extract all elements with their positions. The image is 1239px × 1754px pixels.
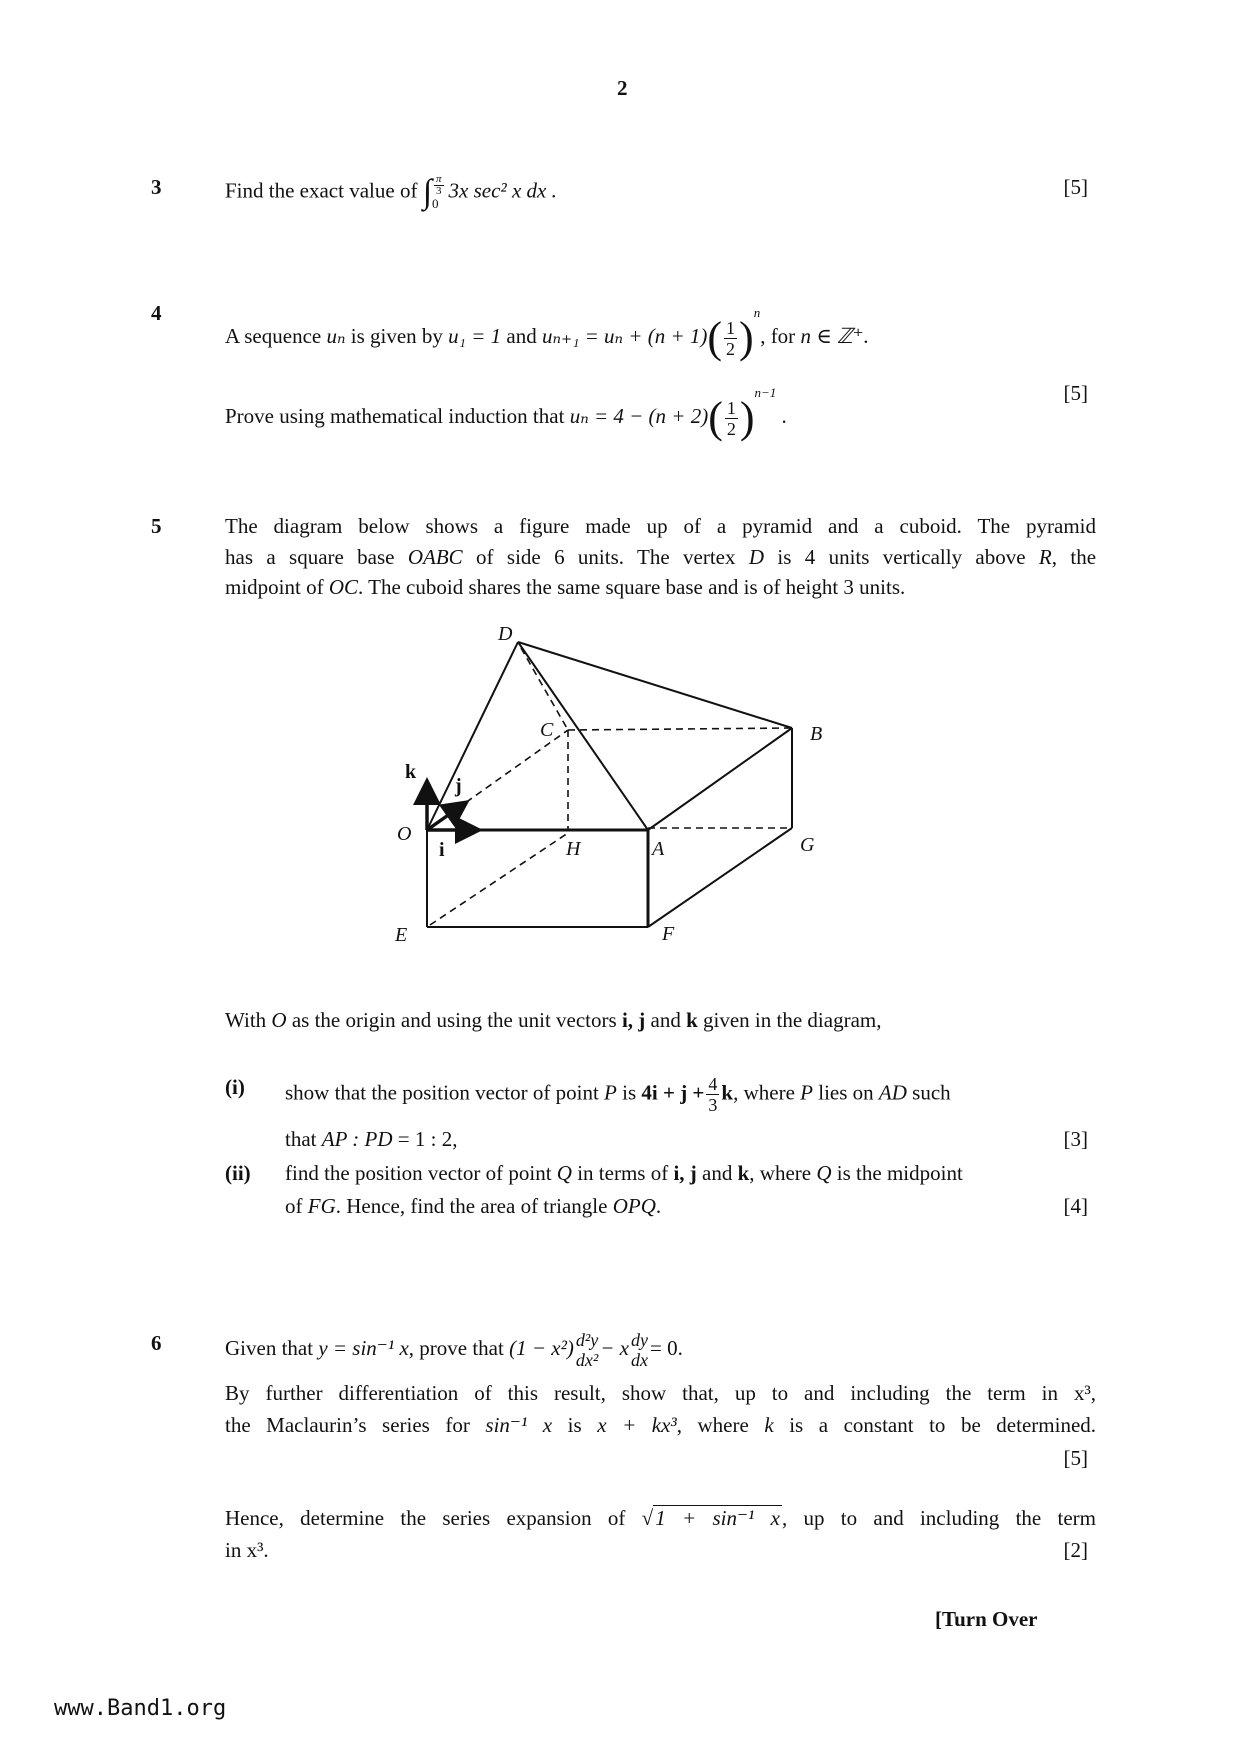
text-fragment: 3 [708, 1095, 718, 1115]
question-6-marks-2: [2] [1063, 1538, 1088, 1562]
text-fragment: midpoint of [225, 575, 324, 599]
page-number: 2 [617, 76, 628, 100]
text-fragment: Q [556, 1161, 572, 1185]
label-A: A [652, 838, 665, 860]
text-fragment: such [912, 1080, 951, 1105]
question-4-line-1: A sequence uₙ is given by u₁ = 1 and uₙ₊₁ = uₙ + (n + 1)( $\frac{1}{2}$ )$^n$, for n ∈ ℤ⁺. [225, 305, 869, 363]
integrand: 3x sec² x dx . [448, 178, 557, 203]
text-fragment: in terms of [577, 1161, 669, 1185]
frac-den: 2 [726, 418, 736, 439]
text-fragment: , prove that [408, 1335, 504, 1360]
text-fragment: d²y [575, 1330, 599, 1350]
q5-para-line-1: The diagram below shows a figure made up of a pyramid and a cuboid. The pyramid [225, 514, 1096, 538]
text-fragment: as the origin and using the unit vectors [291, 1008, 617, 1032]
text-fragment: given in the diagram, [703, 1008, 882, 1032]
text-fragment: P [604, 1080, 617, 1105]
text-fragment: and [650, 1008, 681, 1032]
text-fragment: . The cuboid shares the same square base and is of height 3 units. [358, 575, 906, 599]
label-O: O [397, 823, 412, 845]
text-fragment: OC [328, 575, 359, 599]
text-fragment: 1 + sin⁻¹ x [655, 1506, 780, 1530]
exponent: n [753, 305, 761, 320]
question-3-number: 3 [151, 175, 162, 199]
text-fragment: = 1 : 2, [397, 1127, 458, 1151]
label-B: B [810, 723, 823, 745]
text-fragment: , up to and including the term [781, 1506, 1097, 1530]
text-fragment: P [800, 1080, 813, 1105]
part-ii-marks: [4] [1063, 1194, 1088, 1218]
text-fragment: . [655, 1194, 662, 1218]
text-fragment: D [748, 545, 764, 569]
text-fragment: i, j [621, 1008, 646, 1032]
text-fragment: x + kx³ [597, 1413, 677, 1437]
label-j: j [455, 775, 462, 797]
q3-text: Find the exact value of [225, 178, 418, 203]
text-fragment: = 0. [650, 1335, 683, 1360]
text-fragment: Hence, determine the series expansion of [225, 1506, 626, 1530]
text-fragment: R [1038, 545, 1052, 569]
part-ii-line-1 [285, 1160, 963, 1186]
question-6-number: 6 [151, 1331, 162, 1355]
math: uₙ₊₁ = uₙ + (n + 1) [541, 324, 708, 348]
text: . [781, 404, 787, 428]
frac-den: 2 [726, 338, 736, 359]
math: u₁ = 1 [448, 324, 502, 348]
part-i-line-1 [285, 1074, 951, 1115]
hidden-edges [427, 648, 792, 925]
text-fragment: k [764, 1413, 774, 1437]
question-4-marks: [5] [1063, 381, 1088, 405]
text-fragment: of side 6 units. The vertex [476, 545, 736, 569]
q5-intro [225, 1007, 881, 1033]
text-fragment: , where [676, 1413, 749, 1437]
question-5-number: 5 [151, 514, 162, 538]
text: is given by [350, 324, 443, 348]
text-fragment: lies on [818, 1080, 874, 1105]
frac-num: 1 [726, 317, 736, 338]
label-E: E [395, 924, 408, 946]
math: uₙ [326, 324, 346, 348]
text-fragment: of [285, 1194, 303, 1218]
text-fragment: is the midpoint [836, 1161, 963, 1185]
text-fragment: sin⁻¹ x [485, 1413, 553, 1437]
text-fragment: , where [733, 1080, 795, 1105]
lower-limit: 0 [432, 196, 439, 211]
label-D: D [498, 623, 513, 645]
part-ii-label: (ii) [225, 1161, 251, 1185]
label-k: k [405, 761, 417, 783]
text-fragment: is a constant to be determined. [789, 1413, 1097, 1437]
text-fragment: has a square base [225, 545, 395, 569]
question-6-line-1 [225, 1330, 683, 1370]
text-fragment: 4i + j + [641, 1080, 705, 1105]
upper-limit-den: 3 [436, 185, 442, 197]
text-fragment: that [285, 1127, 317, 1151]
text-fragment: FG [307, 1194, 336, 1218]
text: and [506, 324, 537, 348]
upper-limit-num: π [436, 173, 442, 185]
label-C: C [540, 719, 554, 741]
text-fragment: (1 − x²) [509, 1335, 574, 1360]
question-6-marks-1: [5] [1063, 1446, 1088, 1470]
text-fragment: k [721, 1080, 734, 1105]
text-fragment: O [271, 1008, 287, 1032]
text-fragment: is 4 units vertically above [777, 545, 1026, 569]
question-6-line-3 [225, 1412, 1096, 1438]
question-4-line-2: Prove using mathematical induction that uₙ = 4 − (n + 2)( $\frac{1}{2}$ )$^{n-1}$ . [225, 385, 787, 443]
exponent: n−1 [754, 385, 777, 400]
part-ii-line-2 [285, 1193, 661, 1219]
integral-sign: ∫ [422, 173, 433, 211]
text-fragment: is [567, 1413, 582, 1437]
question-6-line-5: in x³. [225, 1538, 269, 1562]
text-fragment: k [737, 1161, 750, 1185]
text-fragment: Q [816, 1161, 832, 1185]
text-fragment: AD [878, 1080, 907, 1105]
text-fragment: . Hence, find the area of triangle [335, 1194, 608, 1218]
label-H: H [566, 838, 581, 860]
question-4-number: 4 [151, 301, 162, 325]
text-fragment: AP : PD [321, 1127, 393, 1151]
text-fragment: y = sin⁻¹ x [318, 1335, 409, 1360]
part-i-label: (i) [225, 1075, 245, 1099]
text-fragment: dy [631, 1330, 648, 1350]
text-fragment: show that the position vector of point [285, 1080, 599, 1105]
unit-vector-arrows [427, 784, 476, 830]
text-fragment: find the position vector of point [285, 1161, 552, 1185]
question-6-line-4: Hence, determine the series expansion of √1 + sin⁻¹ x, up to and including the term [225, 1506, 1097, 1530]
text-fragment: is [622, 1080, 637, 1105]
math: n ∈ ℤ⁺. [800, 324, 869, 348]
text-fragment: the Maclaurin’s series for [225, 1413, 470, 1437]
text-fragment: dx² [575, 1350, 599, 1370]
text-fragment: OABC [407, 545, 463, 569]
watermark: www.Band1.org [54, 1696, 227, 1721]
text-fragment: OPQ [612, 1194, 656, 1218]
text-fragment: i, j [673, 1161, 697, 1185]
text-fragment: − x [600, 1335, 629, 1360]
math: uₙ = 4 − (n + 2) [569, 404, 709, 428]
text-fragment: 4 [708, 1074, 718, 1094]
part-i-marks: [3] [1063, 1127, 1088, 1151]
text: Prove using mathematical induction that [225, 404, 565, 428]
text-fragment: With [225, 1008, 267, 1032]
label-i: i [439, 839, 445, 861]
text: A sequence [225, 324, 322, 348]
text-fragment: k [686, 1008, 698, 1032]
text-fragment: dx [631, 1350, 648, 1370]
frac-num: 1 [726, 397, 736, 418]
question-3-marks: [5] [1063, 175, 1088, 199]
text-fragment: , the [1051, 545, 1097, 569]
part-i-line-2 [285, 1126, 457, 1152]
label-F: F [662, 923, 675, 945]
text-fragment: and [702, 1161, 733, 1185]
text: , for [760, 324, 796, 348]
solid-edges [427, 642, 792, 927]
text-fragment: , where [749, 1161, 812, 1185]
label-G: G [800, 834, 815, 856]
question-6-line-2: By further differentiation of this result, show that, up to and including the term in x³, [225, 1381, 1096, 1405]
turn-over: [Turn Over [935, 1607, 1038, 1631]
text-fragment: Given that [225, 1335, 314, 1360]
